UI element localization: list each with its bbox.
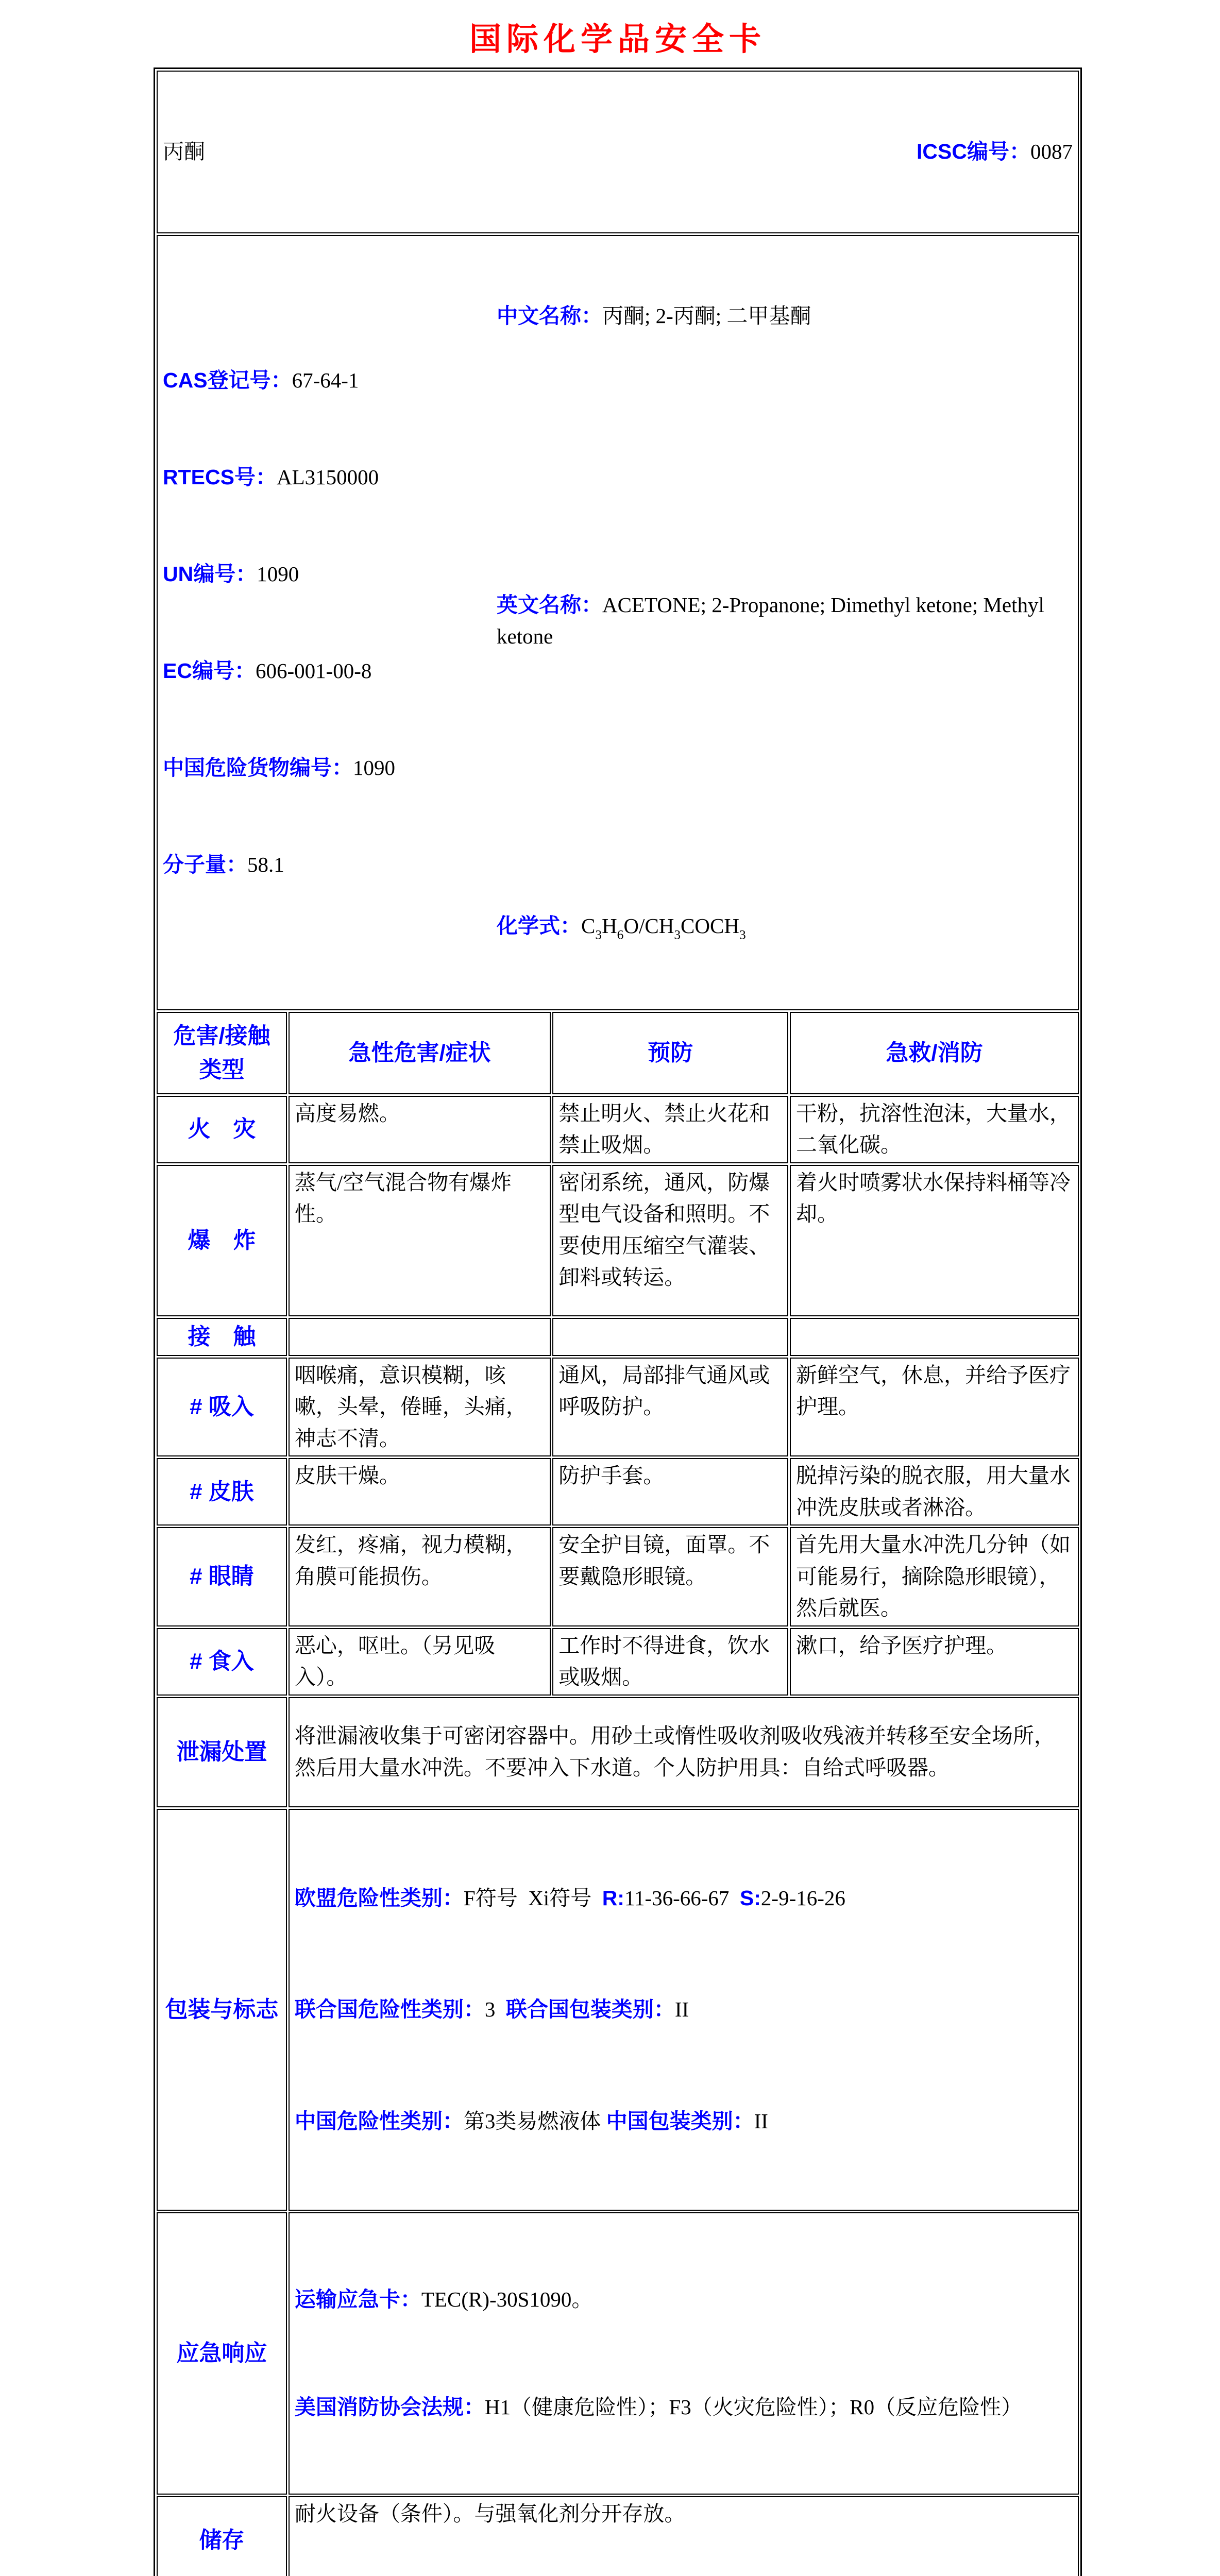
spill-text: 将泄漏液收集于可密闭容器中。用砂土或惰性吸收剂吸收残液并转移至安全场所，然后用大量水冲洗。不要冲入下水道。个人防护用具：自给式呼吸器。 <box>289 1697 1079 1807</box>
packaging-text <box>289 1809 1079 2211</box>
hazard-header-row <box>157 1012 1079 1094</box>
firstaid-cell: 首先用大量水冲洗几分钟（如可能易行，摘除隐形眼镜），然后就医。 <box>790 1527 1079 1626</box>
english-name: 英文名称：ACETONE; 2-Propanone; Dimethyl ketone; Methyl ketone <box>497 592 1050 649</box>
symptoms-cell: 发红，疼痛，视力模糊，角膜可能损伤。 <box>289 1527 551 1626</box>
china-dg-number: 中国危险货物编号：1090 <box>163 755 395 779</box>
row-storage <box>157 2496 1079 2576</box>
identifiers-row <box>157 235 1079 1010</box>
identifiers-cell <box>157 235 1079 1010</box>
section-label: 包装与标志 <box>157 1809 287 2211</box>
name-list <box>497 300 1073 945</box>
symptoms-cell: 恶心，呕吐。（另见吸入）。 <box>289 1628 551 1696</box>
firstaid-cell <box>790 1318 1079 1356</box>
row-ingestion <box>157 1628 1079 1696</box>
symptoms-cell <box>289 1318 551 1356</box>
identifiers-layout <box>163 300 1073 945</box>
transport-emergency-card-line: 运输应急卡：TEC(R)-30S1090。 <box>294 2287 593 2311</box>
hazard-type-label: 接 触 <box>157 1318 287 1356</box>
row-fire <box>157 1096 1079 1163</box>
chemical-formula: 化学式：$C_3H_6O/CH_3COCH_3$ <box>497 913 746 942</box>
firstaid-cell: 脱掉污染的脱衣服，用大量水冲洗皮肤或者淋浴。 <box>790 1458 1079 1526</box>
icsc-number: ICSC编号：0087 <box>917 140 1073 163</box>
row-eyes <box>157 1527 1079 1626</box>
section-label: 泄漏处置 <box>157 1697 287 1807</box>
page-title: 国际化学品安全卡 <box>469 22 766 57</box>
icsc-card-table <box>154 67 1082 2576</box>
section-label: 储存 <box>157 2496 287 2576</box>
row-emergency-response <box>157 2212 1079 2495</box>
ec-number: EC编号：606-001-00-8 <box>163 658 372 683</box>
hazard-type-label: 火 灾 <box>157 1096 287 1163</box>
chinese-name: 中文名称：丙酮; 2-丙酮; 二甲基酮 <box>497 303 811 328</box>
card-header-cell <box>157 71 1079 233</box>
prevention-cell: 防护手套。 <box>552 1458 788 1526</box>
china-classification-line: 中国危险性类别：第3类易燃液体 中国包装类别：II <box>294 2109 768 2133</box>
hazard-type-label: # 皮肤 <box>157 1458 287 1526</box>
hazard-type-label: # 眼睛 <box>157 1527 287 1626</box>
card-header-flex <box>163 73 1073 231</box>
firstaid-cell: 干粉，抗溶性泡沫，大量水，二氧化碳。 <box>790 1096 1079 1163</box>
molecular-weight: 分子量：58.1 <box>163 852 284 876</box>
col-header-hazard-type: 危害/接触类型 <box>157 1012 287 1094</box>
prevention-cell: 安全护目镜，面罩。不要戴隐形眼镜。 <box>552 1527 788 1626</box>
prevention-cell <box>552 1318 788 1356</box>
rtecs-number: RTECS号：AL3150000 <box>163 465 379 489</box>
prevention-cell: 禁止明火、禁止火花和禁止吸烟。 <box>552 1096 788 1163</box>
identifier-list <box>163 300 497 945</box>
firstaid-cell: 新鲜空气，休息，并给予医疗护理。 <box>790 1358 1079 1457</box>
symptoms-cell: 高度易燃。 <box>289 1096 551 1163</box>
symptoms-cell: 蒸气/空气混合物有爆炸性。 <box>289 1165 551 1316</box>
un-classification-line: 联合国危险性类别：3 联合国包装类别：II <box>294 1997 689 2021</box>
row-packaging <box>157 1809 1079 2211</box>
hazard-type-label: # 食入 <box>157 1628 287 1696</box>
prevention-cell: 通风，局部排气通风或呼吸防护。 <box>552 1358 788 1457</box>
icsc-document <box>154 13 1082 2576</box>
hazard-type-label: 爆 炸 <box>157 1165 287 1316</box>
nfpa-line: 美国消防协会法规：H1（健康危险性）；F3（火灾危险性）；R0（反应危险性） <box>294 2395 1023 2419</box>
substance-name: 丙酮 <box>163 140 205 163</box>
section-label: 应急响应 <box>157 2212 287 2495</box>
row-exposure <box>157 1318 1079 1356</box>
col-header-firstaid: 急救/消防 <box>790 1012 1079 1094</box>
col-header-symptoms: 急性危害/症状 <box>289 1012 551 1094</box>
firstaid-cell: 着火时喷雾状水保持料桶等冷却。 <box>790 1165 1079 1316</box>
row-inhalation <box>157 1358 1079 1457</box>
eu-classification-line: 欧盟危险性类别：F符号 Xi符号 R:11-36-66-67 S:2-9-16-26 <box>294 1886 845 1910</box>
prevention-cell: 密闭系统，通风，防爆型电气设备和照明。不要使用压缩空气灌装、卸料或转运。 <box>552 1165 788 1316</box>
cas-number: CAS登记号：67-64-1 <box>163 368 359 392</box>
card-header-row <box>157 71 1079 233</box>
col-header-prevention: 预防 <box>552 1012 788 1094</box>
row-spill-disposal <box>157 1697 1079 1807</box>
hazard-type-label: # 吸入 <box>157 1358 287 1457</box>
firstaid-cell: 漱口，给予医疗护理。 <box>790 1628 1079 1696</box>
un-number: UN编号：1090 <box>163 562 299 586</box>
symptoms-cell: 咽喉痛，意识模糊，咳嗽，头晕，倦睡，头痛，神志不清。 <box>289 1358 551 1457</box>
emergency-text <box>289 2212 1079 2495</box>
prevention-cell: 工作时不得进食，饮水或吸烟。 <box>552 1628 788 1696</box>
row-skin <box>157 1458 1079 1526</box>
storage-text: 耐火设备（条件）。与强氧化剂分开存放。 <box>289 2496 1079 2576</box>
row-explosion <box>157 1165 1079 1316</box>
symptoms-cell: 皮肤干燥。 <box>289 1458 551 1526</box>
